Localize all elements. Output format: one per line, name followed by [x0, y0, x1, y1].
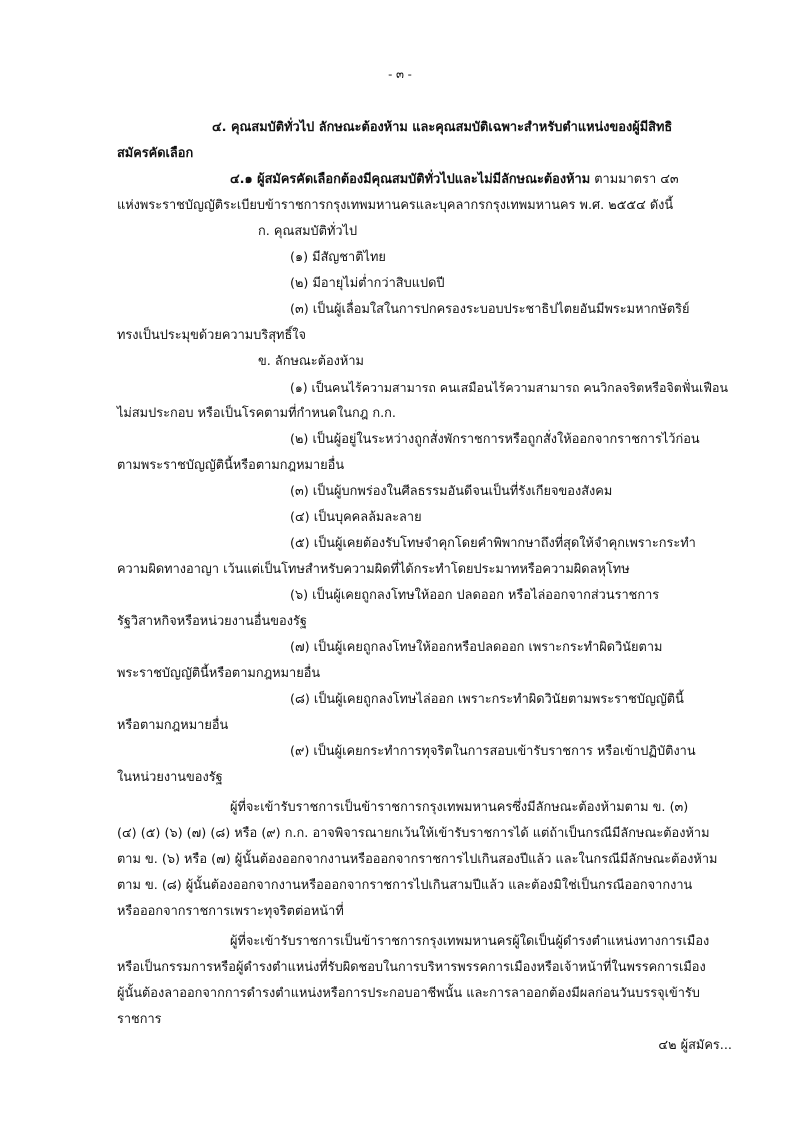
- exemption-paragraph-line-5: หรือออกจากราชการเพราะทุจริตต่อหน้าที่: [117, 904, 344, 919]
- prohibited-item-1: (๑) เป็นคนไร้ความสามารถ คนเสมือนไร้ความสามารถ คนวิกลจริตหรือจิตฟั่นเฟือน: [290, 380, 728, 395]
- section-4-heading: ๔. คุณสมบัติทั่วไป ลักษณะต้องห้าม และคุณสมบัติเฉพาะสำหรับตำแหน่งของผู้มีสิทธิ: [212, 120, 673, 135]
- prohibited-item-2: (๒) เป็นผู้อยู่ในระหว่างถูกสั่งพักราชการหรือถูกสั่งให้ออกจากราชการไว้ก่อน: [290, 432, 700, 447]
- section-4-1-title: ๔.๑ ผู้สมัครคัดเลือกต้องมีคุณสมบัติทั่วไปและไม่มีลักษณะต้องห้าม: [230, 172, 591, 187]
- exemption-paragraph-line-1: ผู้ที่จะเข้ารับราชการเป็นข้าราชการกรุงเทพมหานครซึ่งมีลักษณะต้องห้ามตาม ข. (๓): [230, 800, 689, 815]
- general-item-2: (๒) มีอายุไม่ต่ำกว่าสิบแปดปี: [290, 276, 445, 291]
- prohibited-item-8-cont: หรือตามกฎหมายอื่น: [117, 718, 229, 733]
- prohibited-item-5: (๕) เป็นผู้เคยต้องรับโทษจำคุกโดยคำพิพากษาถึงที่สุดให้จำคุกเพราะกระทำ: [290, 536, 696, 551]
- prohibited-item-7: (๗) เป็นผู้เคยถูกลงโทษให้ออกหรือปลดออก เพราะกระทำผิดวินัยตาม: [290, 640, 663, 655]
- prohibited-item-3: (๓) เป็นผู้บกพร่องในศีลธรรมอันดีจนเป็นที่รังเกียจของสังคม: [290, 484, 613, 499]
- prohibited-item-2-cont: ตามพระราชบัญญัตินี้หรือตามกฎหมายอื่น: [117, 458, 345, 473]
- political-paragraph-line-1: ผู้ที่จะเข้ารับราชการเป็นข้าราชการกรุงเทพมหานครผู้ใดเป็นผู้ดำรงตำแหน่งทางการเมือง: [230, 934, 710, 949]
- general-item-3: (๓) เป็นผู้เลื่อมใสในการปกครองระบอบประชาธิปไตยอันมีพระมหากษัตริย์: [290, 302, 690, 317]
- prohibited-item-4: (๔) เป็นบุคคลล้มละลาย: [290, 510, 422, 525]
- general-item-1: (๑) มีสัญชาติไทย: [290, 250, 386, 265]
- section-4-1-line2: แห่งพระราชบัญญัติระเบียบข้าราชการกรุงเทพมหานครและบุคลากรกรุงเทพมหานคร พ.ศ. ๒๕๕๔ ดังนี้: [117, 198, 674, 213]
- general-qualifications-heading: ก. คุณสมบัติทั่วไป: [258, 224, 358, 239]
- section-4-1-lead: [230, 170, 679, 190]
- exemption-paragraph-line-4: ตาม ข. (๘) ผู้นั้นต้องออกจากงานหรือออกจากราชการไปเกินสามปีแล้ว และต้องมิใช่เป็นกรณีออกจากงาน: [117, 878, 693, 893]
- prohibited-item-9-cont: ในหน่วยงานของรัฐ: [117, 770, 223, 785]
- continuation-marker: ๔๒ ผู้สมัคร...: [658, 1038, 732, 1053]
- exemption-paragraph-line-2: (๔) (๕) (๖) (๗) (๘) หรือ (๙) ก.ก. อาจพิจารณายกเว้นให้เข้ารับราชการได้ แต่ถ้าเป็นกรณีมีลักษณะต้องห้าม: [117, 826, 710, 841]
- prohibited-item-1-cont: ไม่สมประกอบ หรือเป็นโรคตามที่กำหนดในกฎ ก.ก.: [117, 406, 396, 421]
- prohibited-item-6: (๖) เป็นผู้เคยถูกลงโทษให้ออก ปลดออก หรือไล่ออกจากส่วนราชการ: [290, 588, 660, 603]
- prohibited-heading: ข. ลักษณะต้องห้าม: [258, 354, 364, 369]
- prohibited-item-8: (๘) เป็นผู้เคยถูกลงโทษไล่ออก เพราะกระทำผิดวินัยตามพระราชบัญญัตินี้: [290, 692, 684, 707]
- page-number: - ๓ -: [388, 67, 412, 81]
- political-paragraph-line-3: ผู้นั้นต้องลาออกจากการดำรงตำแหน่งหรือการประกอบอาชีพนั้น และการลาออกต้องมีผลก่อนวันบรรจุเข้ารับ: [117, 986, 700, 1001]
- prohibited-item-6-cont: รัฐวิสาหกิจหรือหน่วยงานอื่นของรัฐ: [117, 614, 307, 629]
- section-4-heading-cont: สมัครคัดเลือก: [117, 146, 194, 161]
- section-4-1-lead-rest: ตามมาตรา ๔๓: [594, 172, 679, 187]
- political-paragraph-line-4: ราชการ: [117, 1012, 162, 1027]
- prohibited-item-7-cont: พระราชบัญญัตินี้หรือตามกฎหมายอื่น: [117, 666, 321, 681]
- political-paragraph-line-2: หรือเป็นกรรมการหรือผู้ดำรงตำแหน่งที่รับผิดชอบในการบริหารพรรคการเมืองหรือเจ้าหน้าที่ในพรรคการเมือง: [117, 960, 706, 975]
- general-item-3-cont: ทรงเป็นประมุขด้วยความบริสุทธิ์ใจ: [117, 328, 307, 343]
- prohibited-item-5-cont: ความผิดทางอาญา เว้นแต่เป็นโทษสำหรับความผิดที่ได้กระทำโดยประมาทหรือความผิดลหุโทษ: [117, 562, 630, 577]
- exemption-paragraph-line-3: ตาม ข. (๖) หรือ (๗) ผู้นั้นต้องออกจากงานหรือออกจากราชการไปเกินสองปีแล้ว และในกรณีมีลักษณะต้องห้าม: [117, 852, 718, 867]
- prohibited-item-9: (๙) เป็นผู้เคยกระทำการทุจริตในการสอบเข้ารับราชการ หรือเข้าปฏิบัติงาน: [290, 744, 696, 759]
